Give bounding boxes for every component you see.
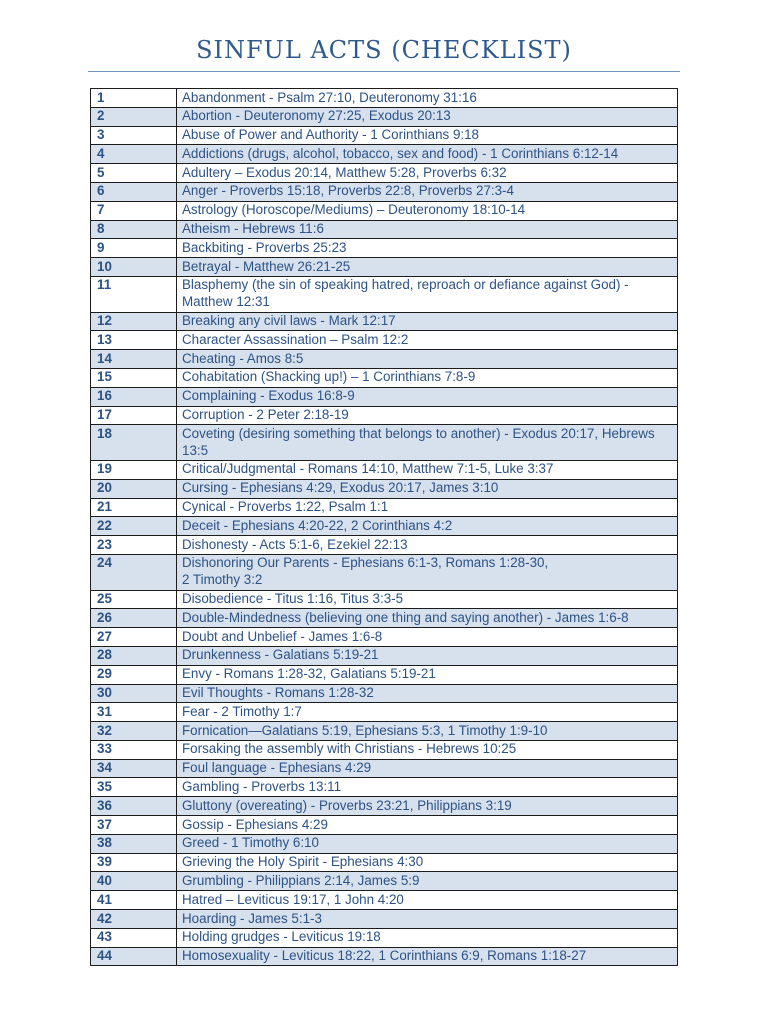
table-row	[91, 536, 678, 555]
table-row	[91, 684, 678, 703]
item-number: 12	[91, 312, 177, 331]
item-number: 32	[91, 722, 177, 741]
table-row	[91, 891, 678, 910]
item-number: 40	[91, 872, 177, 891]
table-row	[91, 331, 678, 350]
table-row	[91, 276, 678, 312]
table-row	[91, 740, 678, 759]
item-number: 42	[91, 910, 177, 929]
table-row	[91, 928, 678, 947]
item-text: Evil Thoughts - Romans 1:28-32	[177, 684, 678, 703]
item-text: Coveting (desiring something that belongs to another) - Exodus 20:17, Hebrews 13:5	[177, 425, 678, 461]
item-number: 33	[91, 740, 177, 759]
item-number: 30	[91, 684, 177, 703]
item-text: Foul language - Ephesians 4:29	[177, 759, 678, 778]
table-row	[91, 89, 678, 108]
item-text: Cohabitation (Shacking up!) – 1 Corinthians 7:8-9	[177, 368, 678, 387]
item-text: Deceit - Ephesians 4:20-22, 2 Corinthians 4:2	[177, 517, 678, 536]
table-row	[91, 853, 678, 872]
item-text: Envy - Romans 1:28-32, Galatians 5:19-21	[177, 665, 678, 684]
table-row	[91, 425, 678, 461]
item-number: 14	[91, 350, 177, 369]
table-row	[91, 258, 678, 277]
table-row	[91, 872, 678, 891]
table-row	[91, 312, 678, 331]
item-text: Disobedience - Titus 1:16, Titus 3:3-5	[177, 590, 678, 609]
item-number: 29	[91, 665, 177, 684]
item-number: 15	[91, 368, 177, 387]
item-text: Drunkenness - Galatians 5:19-21	[177, 646, 678, 665]
item-text: Homosexuality - Leviticus 18:22, 1 Corinthians 6:9, Romans 1:18-27	[177, 947, 678, 966]
item-text: Greed - 1 Timothy 6:10	[177, 834, 678, 853]
item-number: 8	[91, 220, 177, 239]
item-number: 16	[91, 387, 177, 406]
item-number: 1	[91, 89, 177, 108]
checklist-body	[91, 89, 678, 966]
table-row	[91, 350, 678, 369]
table-row	[91, 220, 678, 239]
table-row	[91, 479, 678, 498]
title-underline	[88, 71, 680, 72]
item-number: 25	[91, 590, 177, 609]
item-text: Abortion - Deuteronomy 27:25, Exodus 20:13	[177, 107, 678, 126]
table-row	[91, 797, 678, 816]
item-text: Abandonment - Psalm 27:10, Deuteronomy 31:16	[177, 89, 678, 108]
item-text: Fornication—Galatians 5:19, Ephesians 5:3, 1 Timothy 1:9-10	[177, 722, 678, 741]
item-text: Blasphemy (the sin of speaking hatred, reproach or defiance against God) -Matthew 12:31	[177, 276, 678, 312]
item-text: Breaking any civil laws - Mark 12:17	[177, 312, 678, 331]
item-number: 26	[91, 609, 177, 628]
table-row	[91, 145, 678, 164]
table-row	[91, 498, 678, 517]
item-number: 23	[91, 536, 177, 555]
checklist-table	[90, 88, 678, 966]
table-row	[91, 722, 678, 741]
item-number: 9	[91, 239, 177, 258]
item-text: Cheating - Amos 8:5	[177, 350, 678, 369]
item-text: Dishonesty - Acts 5:1-6, Ezekiel 22:13	[177, 536, 678, 555]
item-text: Grumbling - Philippians 2:14, James 5:9	[177, 872, 678, 891]
item-number: 10	[91, 258, 177, 277]
item-number: 2	[91, 107, 177, 126]
item-number: 18	[91, 425, 177, 461]
item-text: Abuse of Power and Authority - 1 Corinthians 9:18	[177, 126, 678, 145]
item-text: Anger - Proverbs 15:18, Proverbs 22:8, Proverbs 27:3-4	[177, 182, 678, 201]
item-text: Grieving the Holy Spirit - Ephesians 4:30	[177, 853, 678, 872]
item-number: 3	[91, 126, 177, 145]
table-row	[91, 239, 678, 258]
table-row	[91, 759, 678, 778]
table-row	[91, 947, 678, 966]
item-number: 17	[91, 406, 177, 425]
item-number: 6	[91, 182, 177, 201]
item-text: Addictions (drugs, alcohol, tobacco, sex and food) - 1 Corinthians 6:12-14	[177, 145, 678, 164]
item-text: Fear - 2 Timothy 1:7	[177, 703, 678, 722]
table-row	[91, 646, 678, 665]
item-number: 36	[91, 797, 177, 816]
item-text: Critical/Judgmental - Romans 14:10, Matthew 7:1-5, Luke 3:37	[177, 460, 678, 479]
item-number: 24	[91, 554, 177, 590]
table-row	[91, 609, 678, 628]
item-number: 44	[91, 947, 177, 966]
table-row	[91, 834, 678, 853]
item-number: 39	[91, 853, 177, 872]
table-row	[91, 910, 678, 929]
table-row	[91, 107, 678, 126]
table-row	[91, 460, 678, 479]
page-title: SINFUL ACTS (CHECKLIST)	[196, 36, 572, 64]
item-number: 4	[91, 145, 177, 164]
item-number: 41	[91, 891, 177, 910]
item-text: Character Assassination – Psalm 12:2	[177, 331, 678, 350]
item-text: Double-Mindedness (believing one thing and saying another) - James 1:6-8	[177, 609, 678, 628]
item-text: Cynical - Proverbs 1:22, Psalm 1:1	[177, 498, 678, 517]
item-text: Hatred – Leviticus 19:17, 1 John 4:20	[177, 891, 678, 910]
table-row	[91, 126, 678, 145]
item-number: 31	[91, 703, 177, 722]
item-text: Corruption - 2 Peter 2:18-19	[177, 406, 678, 425]
item-number: 27	[91, 628, 177, 647]
table-row	[91, 665, 678, 684]
item-text: Hoarding - James 5:1-3	[177, 910, 678, 929]
table-row	[91, 590, 678, 609]
item-text: Adultery – Exodus 20:14, Matthew 5:28, Proverbs 6:32	[177, 164, 678, 183]
item-number: 7	[91, 201, 177, 220]
item-text: Forsaking the assembly with Christians - Hebrews 10:25	[177, 740, 678, 759]
item-number: 5	[91, 164, 177, 183]
item-text: Cursing - Ephesians 4:29, Exodus 20:17, James 3:10	[177, 479, 678, 498]
item-text: Holding grudges - Leviticus 19:18	[177, 928, 678, 947]
item-number: 38	[91, 834, 177, 853]
table-row	[91, 517, 678, 536]
item-number: 43	[91, 928, 177, 947]
item-number: 21	[91, 498, 177, 517]
table-row	[91, 164, 678, 183]
table-row	[91, 703, 678, 722]
item-text: Doubt and Unbelief - James 1:6-8	[177, 628, 678, 647]
item-number: 35	[91, 778, 177, 797]
table-row	[91, 628, 678, 647]
item-text: Dishonoring Our Parents - Ephesians 6:1-3, Romans 1:28-30, 2 Timothy 3:2	[177, 554, 678, 590]
table-row	[91, 406, 678, 425]
table-row	[91, 201, 678, 220]
item-text: Atheism - Hebrews 11:6	[177, 220, 678, 239]
table-row	[91, 182, 678, 201]
table-row	[91, 816, 678, 835]
item-text: Gluttony (overeating) - Proverbs 23:21, Philippians 3:19	[177, 797, 678, 816]
item-number: 22	[91, 517, 177, 536]
item-number: 19	[91, 460, 177, 479]
table-row	[91, 368, 678, 387]
item-number: 37	[91, 816, 177, 835]
item-text: Gambling - Proverbs 13:11	[177, 778, 678, 797]
item-text: Backbiting - Proverbs 25:23	[177, 239, 678, 258]
item-text: Complaining - Exodus 16:8-9	[177, 387, 678, 406]
table-row	[91, 387, 678, 406]
item-text: Gossip - Ephesians 4:29	[177, 816, 678, 835]
item-text: Astrology (Horoscope/Mediums) – Deuteronomy 18:10-14	[177, 201, 678, 220]
item-number: 20	[91, 479, 177, 498]
table-row	[91, 778, 678, 797]
item-number: 11	[91, 276, 177, 312]
table-row	[91, 554, 678, 590]
item-number: 28	[91, 646, 177, 665]
item-number: 34	[91, 759, 177, 778]
item-text: Betrayal - Matthew 26:21-25	[177, 258, 678, 277]
item-number: 13	[91, 331, 177, 350]
